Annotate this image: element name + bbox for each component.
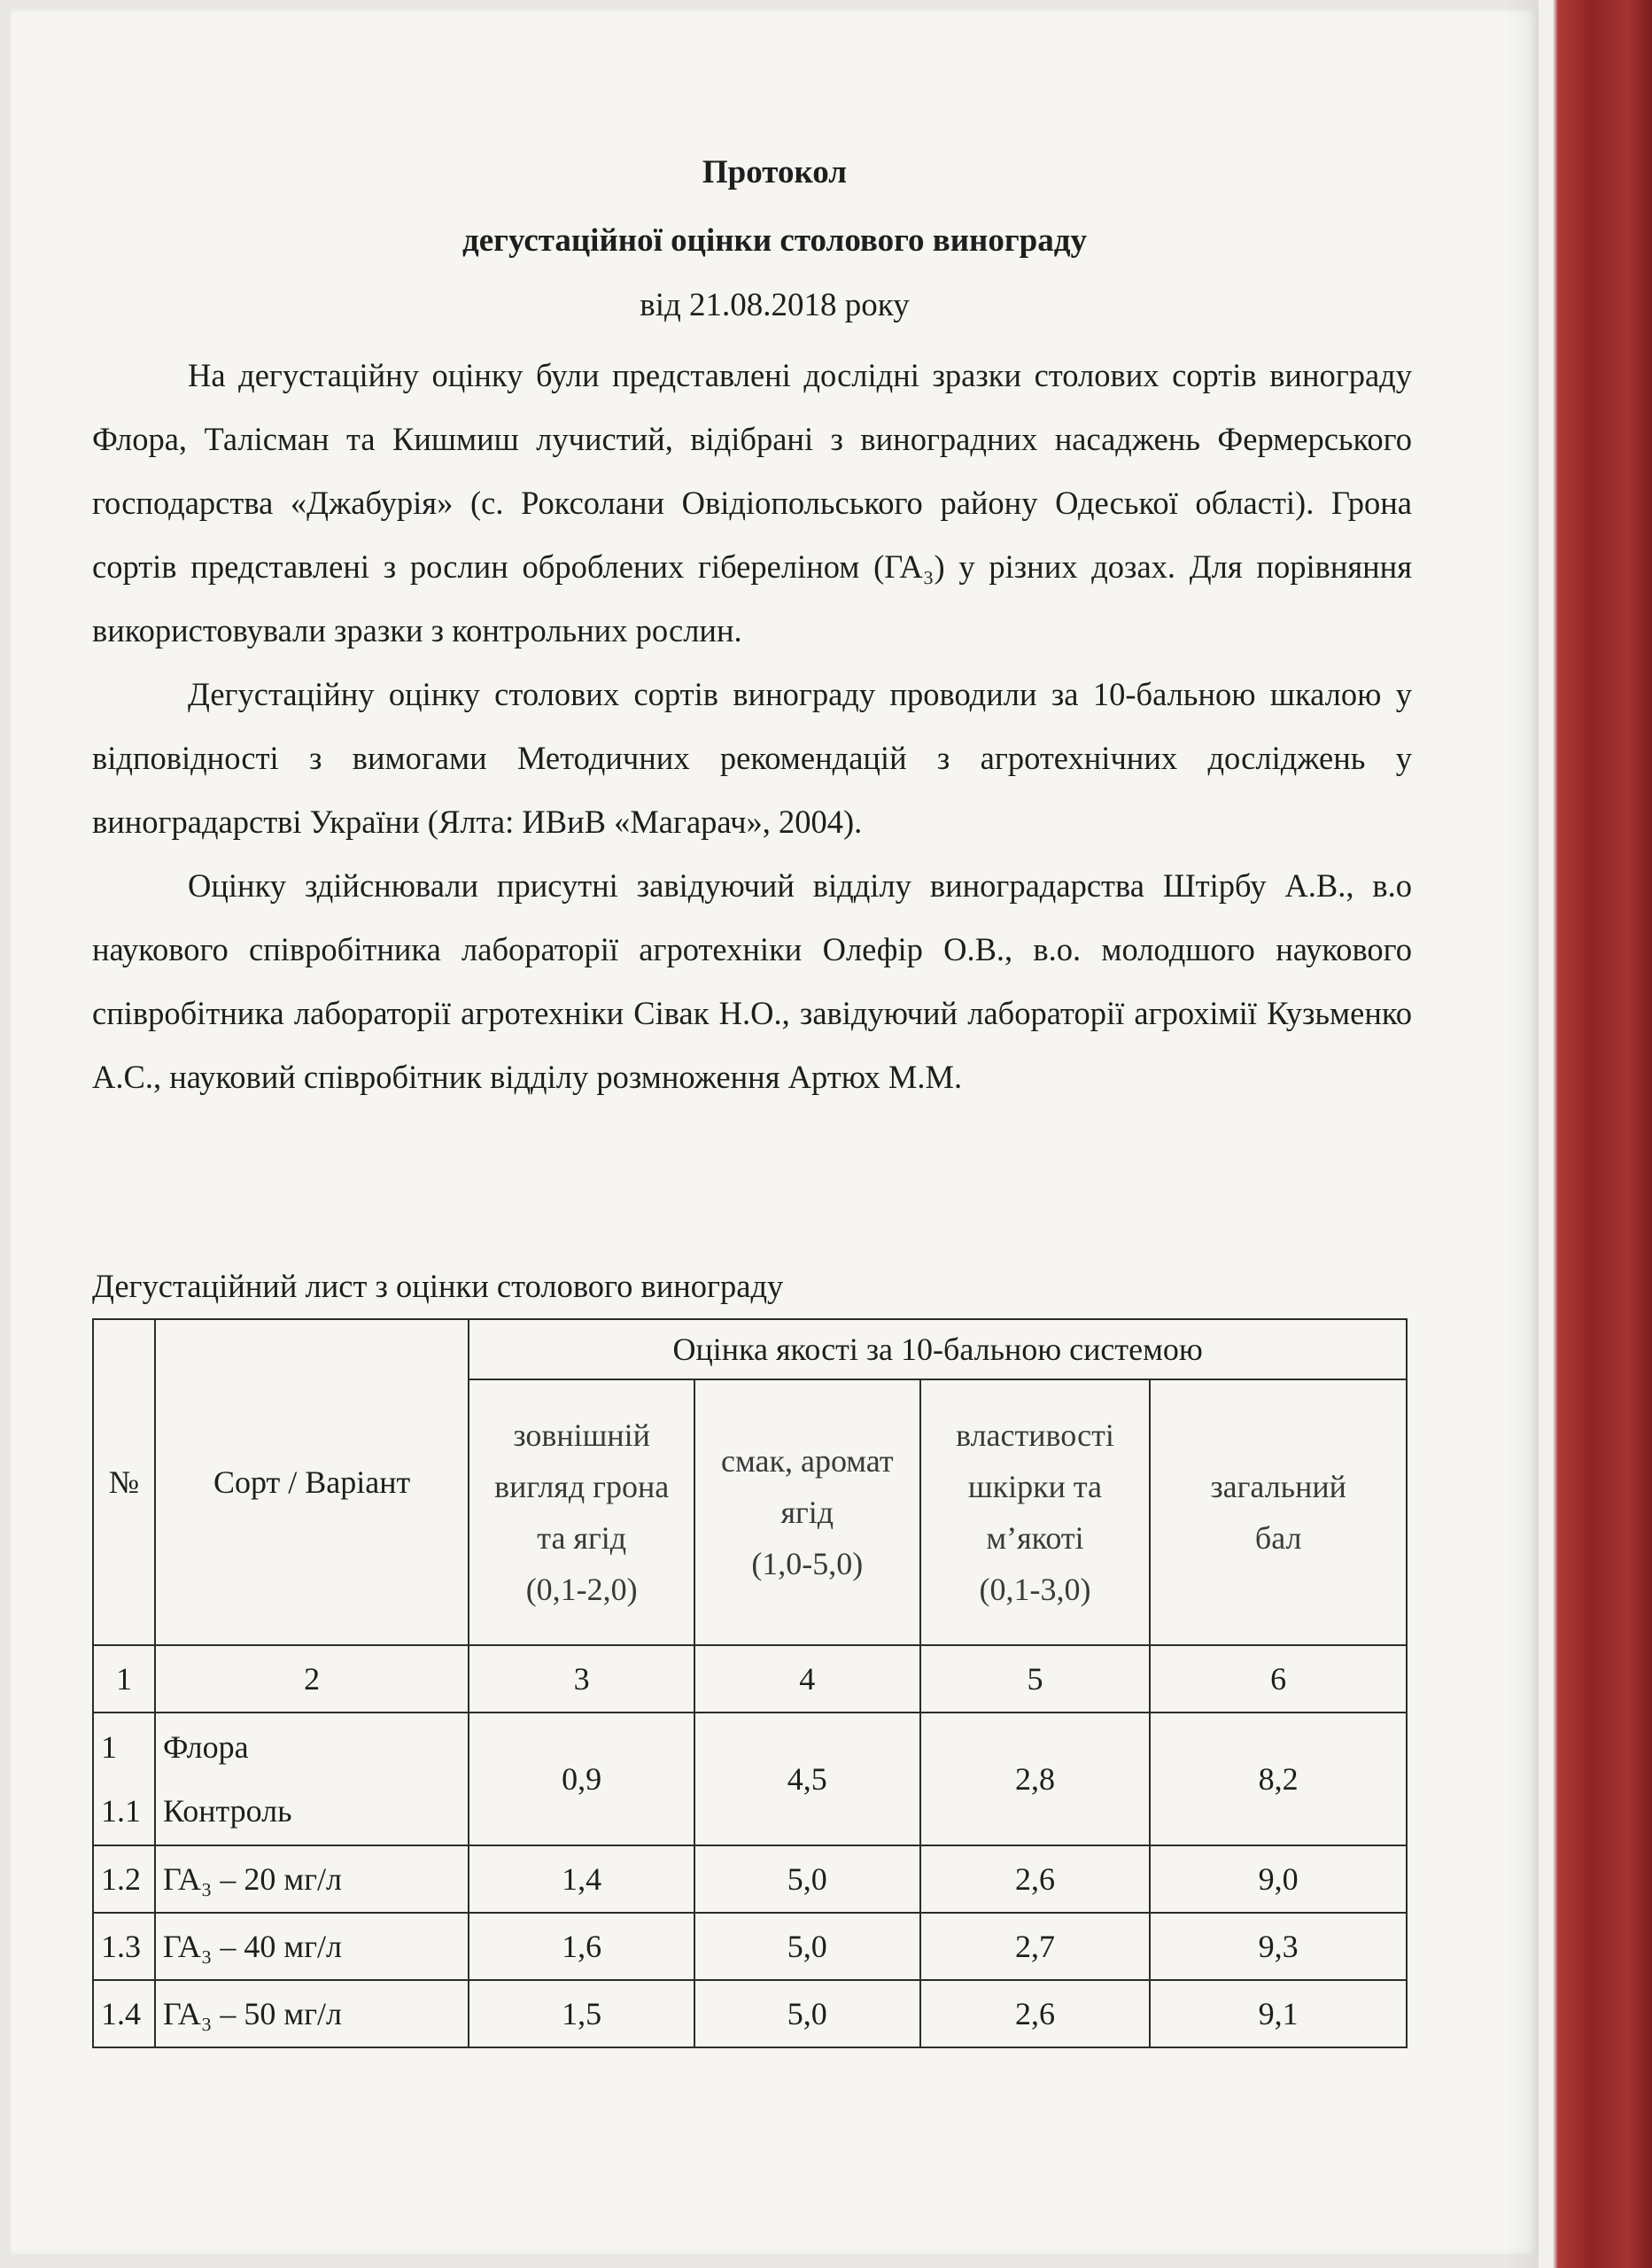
book-binding (1539, 0, 1652, 2268)
row-number: 1.2 (93, 1845, 155, 1913)
column-number-row (93, 1645, 1407, 1713)
row-taste: 5,0 (694, 1845, 920, 1913)
tasting-table (92, 1318, 1408, 2048)
row-number: 1.4 (93, 1980, 155, 2047)
header-variant: Сорт / Варіант (155, 1319, 469, 1645)
row-appearance: 1,4 (469, 1845, 694, 1913)
document-body (92, 344, 1412, 1109)
table-row (93, 1913, 1407, 1980)
column-number: 3 (469, 1645, 694, 1713)
document-date: від 21.08.2018 року (640, 287, 910, 323)
row-skin: 2,8 (920, 1713, 1151, 1845)
header-taste: смак, аромат ягід (1,0-5,0) (694, 1379, 920, 1645)
row-taste: 5,0 (694, 1980, 920, 2047)
row-appearance: 1,6 (469, 1913, 694, 1980)
column-number: 6 (1150, 1645, 1407, 1713)
table-row (93, 1845, 1407, 1913)
header-total: загальний бал (1150, 1379, 1407, 1645)
column-number: 4 (694, 1645, 920, 1713)
header-skin: властивості шкірки та м’якоті (0,1-3,0) (920, 1379, 1151, 1645)
row-appearance: 1,5 (469, 1980, 694, 2047)
row-variant: ГА₃ – 20 мг/л (155, 1845, 469, 1913)
paragraph-1: На дегустаційну оцінку були представлені дослідні зразки столових сортів винограду Флора, Талісман та Кишмиш лучистий, відібрані з виноградних насаджень Фермерського господарства «Джабурія» (с. Роксолани Овідіопольського району Одеської області). Грона сортів представлені з рослин оброблених гібереліном (ГА₃) у різних дозах. Для порівняння використовували зразки з контрольних рослин. (92, 357, 1412, 649)
row-variant: ГА₃ – 40 мг/л (155, 1913, 469, 1980)
row-total: 8,2 (1150, 1713, 1407, 1845)
page-fold-shadow (1506, 0, 1541, 2268)
row-variant: Флора Контроль (155, 1713, 469, 1845)
column-number: 1 (93, 1645, 155, 1713)
row-number: 1 1.1 (93, 1713, 155, 1845)
row-total: 9,0 (1150, 1845, 1407, 1913)
column-number: 2 (155, 1645, 469, 1713)
paragraph-2: Дегустаційну оцінку столових сортів винограду проводили за 10-бальною шкалою у відповідності з вимогами Методичних рекомендацій з агротехнічних досліджень у виноградарстві України (Ялта: ИВиВ «Магарач», 2004). (92, 676, 1412, 840)
table-row (93, 1980, 1407, 2047)
row-taste: 4,5 (694, 1713, 920, 1845)
table-row (93, 1713, 1407, 1845)
row-total: 9,3 (1150, 1913, 1407, 1980)
column-number: 5 (920, 1645, 1151, 1713)
document-title: Протокол (702, 154, 848, 190)
row-variant: ГА₃ – 50 мг/л (155, 1980, 469, 2047)
row-number: 1.3 (93, 1913, 155, 1980)
row-taste: 5,0 (694, 1913, 920, 1980)
header-appearance: зовнішній вигляд грона та ягід (0,1-2,0) (469, 1379, 694, 1645)
document-subtitle: дегустаційної оцінки столового винограду (462, 222, 1087, 259)
header-number: № (93, 1319, 155, 1645)
document-page (11, 9, 1539, 2255)
row-skin: 2,7 (920, 1913, 1151, 1980)
header-quality-group: Оцінка якості за 10-бальною системою (469, 1319, 1407, 1379)
row-skin: 2,6 (920, 1980, 1151, 2047)
row-total: 9,1 (1150, 1980, 1407, 2047)
row-appearance: 0,9 (469, 1713, 694, 1845)
paragraph-3: Оцінку здійснювали присутні завідуючий відділу виноградарства Штірбу А.В., в.о наукового співробітника лабораторії агротехніки Олефір О.В., в.о. молодшого наукового співробітника лабораторії агротехніки Сівак Н.О., завідуючий лабораторії агрохімії Кузьменко А.С., науковий співробітник відділу розмноження Артюх М.М. (92, 867, 1412, 1095)
row-skin: 2,6 (920, 1845, 1151, 1913)
table-caption: Дегустаційний лист з оцінки столового винограду (92, 1268, 784, 1304)
